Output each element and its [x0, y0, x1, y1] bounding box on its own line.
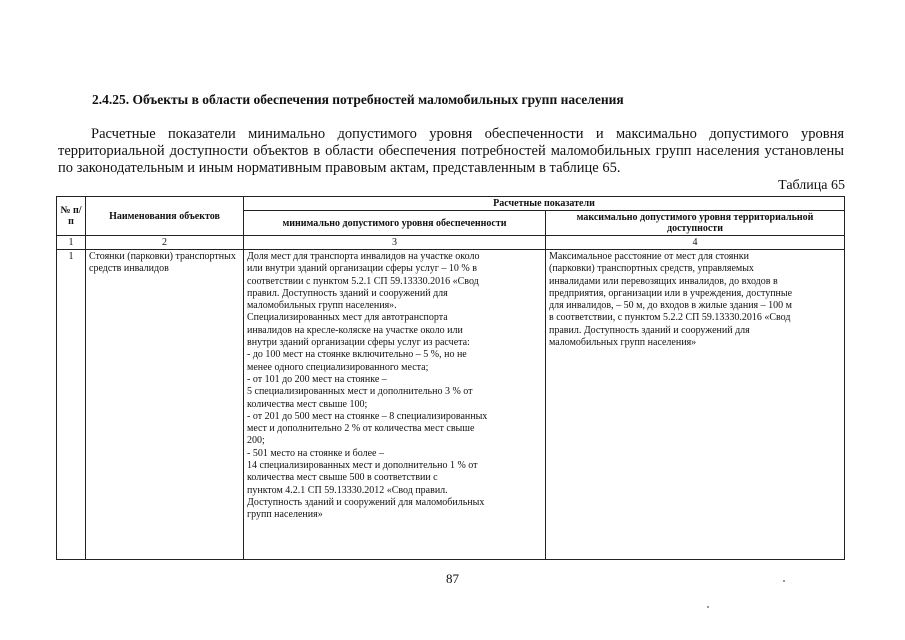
table-caption: Таблица 65 — [778, 178, 845, 193]
column-number: 4 — [546, 236, 845, 250]
cell-line: Доступность зданий и сооружений для маломобильных — [247, 496, 485, 508]
cell-line: количества мест свыше 500 в соответствии с — [247, 472, 438, 484]
header-max: максимально допустимого уровня территориальной доступности — [546, 211, 845, 236]
row-max-text — [546, 250, 845, 560]
cell-line: правил. Доступность зданий и сооружений для — [247, 287, 448, 299]
table-row — [57, 250, 845, 560]
row-min-text — [244, 250, 546, 560]
cell-line: в соответствии, с пунктом 5.2.2 СП 59.13330.2016 «Свод — [549, 312, 791, 324]
cell-line: инвалидами или перевозящих инвалидов, до входов в — [549, 275, 778, 287]
column-number: 2 — [86, 236, 244, 250]
cell-line: - до 100 мест на стоянке включительно – 5 %, но не — [247, 349, 467, 361]
cell-line: - от 101 до 200 мест на стоянке – — [247, 373, 387, 385]
column-numbers-row — [57, 236, 845, 250]
header-min: минимально допустимого уровня обеспеченности — [244, 211, 546, 236]
row-name: Стоянки (парковки) транспортных средств инвалидов — [86, 250, 244, 560]
cell-line: Доля мест для транспорта инвалидов на участке около — [247, 251, 480, 262]
scan-speck — [783, 580, 785, 582]
scan-speck — [707, 606, 709, 608]
section-heading: 2.4.25. Объекты в области обеспечения потребностей маломобильных групп населения — [92, 92, 624, 107]
column-number: 3 — [244, 236, 546, 250]
cell-line: для инвалидов, – 50 м, до входов в жилые здания – 100 м — [549, 300, 792, 312]
cell-line: или внутри зданий организации сферы услуг – 10 % в — [247, 263, 477, 275]
indicators-table — [56, 196, 845, 560]
page-number: 87 — [446, 571, 459, 586]
cell-line: 5 специализированных мест и дополнительно 3 % от — [247, 386, 473, 398]
cell-line: мест и дополнительно 2 % от количества мест свыше — [247, 423, 475, 435]
cell-line: правил. Доступность зданий и сооружений для — [549, 324, 750, 336]
cell-line: инвалидов на кресле-коляске на участке около или — [247, 324, 463, 336]
cell-line: Специализированных мест для автотранспорта — [247, 312, 448, 324]
cell-line: групп населения» — [247, 509, 323, 521]
row-num: 1 — [57, 250, 86, 560]
cell-line: 200; — [247, 435, 265, 447]
cell-line: (парковки) транспортных средств, управляемых — [549, 263, 754, 275]
cell-line: соответствии с пунктом 5.2.1 СП 59.13330.2016 «Свод — [247, 275, 479, 287]
cell-line: пунктом 4.2.1 СП 59.13330.2012 «Свод правил. — [247, 484, 448, 496]
header-name: Наименования объектов — [86, 197, 244, 236]
cell-line: - 501 место на стоянке и более – — [247, 447, 384, 459]
cell-line: - от 201 до 500 мест на стоянке – 8 специализированных — [247, 410, 488, 422]
cell-line: внутри зданий организации сферы услуг из расчета: — [247, 337, 470, 349]
cell-line: менее одного специализированного места; — [247, 361, 429, 373]
cell-line: предприятия, организации или в учреждения, доступные — [549, 287, 793, 299]
cell-line: количества мест свыше 100; — [247, 398, 368, 410]
intro-paragraph: Расчетные показатели минимально допустимого уровня обеспеченности и максимально допустимого уровня территориальной доступности объектов в области обеспечения потребностей маломобильных групп населения установлены по законодательным и иным нормативным правовым актам, представленным в таблице 65. — [58, 126, 844, 176]
header-num: № п/п — [57, 197, 86, 236]
column-number: 1 — [57, 236, 86, 250]
header-group: Расчетные показатели — [244, 197, 845, 211]
cell-line: маломобильных групп населения» — [549, 337, 697, 349]
cell-line: Максимальное расстояние от мест для стоянки — [549, 251, 749, 262]
cell-line: маломобильных групп населения». — [247, 300, 397, 312]
cell-line: 14 специализированных мест и дополнительно 1 % от — [247, 460, 478, 472]
